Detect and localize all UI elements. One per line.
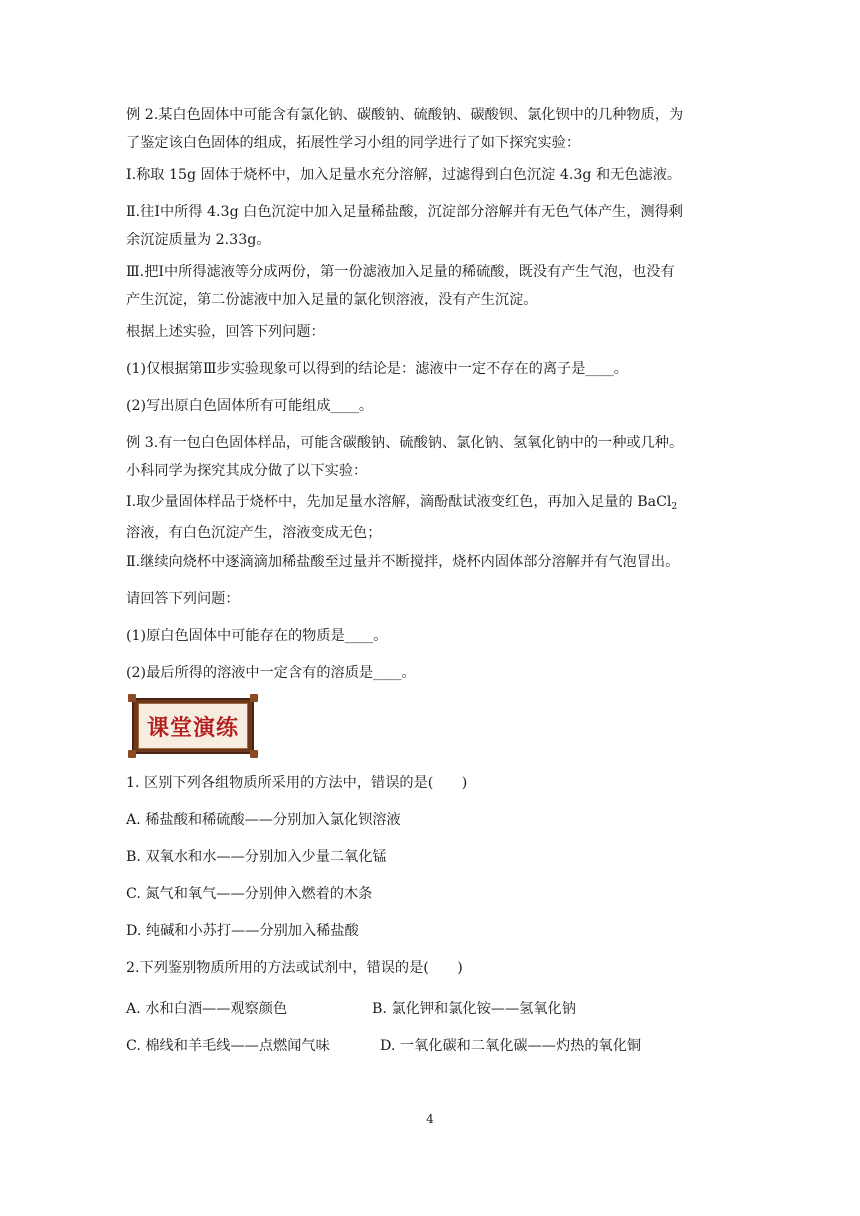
page-number: 4 bbox=[426, 1112, 434, 1126]
text-line bbox=[126, 495, 738, 512]
example-2-step-3 bbox=[126, 265, 738, 307]
banner-corner bbox=[128, 750, 136, 758]
banner-corner bbox=[128, 694, 136, 702]
practice-question-2: 2.下列鉴别物质所用的方法或试剂中，错误的是( ) bbox=[126, 960, 463, 976]
text-run: Ⅰ.取少量固体样品于烧杯中，先加足量水溶解，滴酚酞试液变红色，再加入足量的 BaCl bbox=[126, 494, 672, 510]
example-2-intro bbox=[126, 108, 738, 150]
practice-q2-option-d: D. 一氧化碳和二氧化碳——灼热的氧化铜 bbox=[380, 1038, 642, 1054]
example-3-prompt: 请回答下列问题： bbox=[126, 591, 240, 607]
practice-q1-option-b: B. 双氧水和水——分别加入少量二氧化锰 bbox=[126, 849, 387, 865]
example-2-step-1: Ⅰ.称取 15g 固体于烧杯中，加入足量水充分溶解，过滤得到白色沉淀 4.3g 和无色滤液。 bbox=[126, 167, 682, 183]
text-line: 小科同学为探究其成分做了以下实验： bbox=[126, 463, 368, 480]
text-line: 溶液，有白色沉淀产生，溶液变成无色； bbox=[126, 525, 382, 541]
example-3-intro bbox=[126, 436, 738, 478]
example-2-step-2 bbox=[126, 205, 738, 247]
example-2-question-2: (2)写出原白色固体所有可能组成____。 bbox=[126, 398, 374, 414]
practice-q1-option-a: A. 稀盐酸和稀硫酸——分别加入氯化钡溶液 bbox=[126, 812, 401, 828]
text-line: Ⅱ.往Ⅰ中所得 4.3g 白色沉淀中加入足量稀盐酸，沉淀部分溶解并有无色气体产生，测得剩 bbox=[126, 204, 683, 220]
practice-q1-option-c: C. 氮气和氧气——分别伸入燃着的木条 bbox=[126, 886, 373, 902]
practice-q2-option-c: C. 棉线和羊毛线——点燃闻气味 bbox=[126, 1038, 330, 1054]
example-2-question-1: (1)仅根据第Ⅲ步实验现象可以得到的结论是：滤液中一定不存在的离子是____。 bbox=[126, 361, 628, 377]
practice-q2-option-a: A. 水和白酒——观察颜色 bbox=[126, 1001, 288, 1017]
banner-title: 课堂演练 bbox=[146, 715, 239, 741]
text-line: 例 2.某白色固体中可能含有氯化钠、碳酸钠、硫酸钠、碳酸钡、氯化钡中的几种物质，为 bbox=[126, 107, 684, 123]
text-line: Ⅲ.把Ⅰ中所得滤液等分成两份，第一份滤液加入足量的稀硫酸，既没有产生气泡，也没有 bbox=[126, 264, 675, 280]
text-line: 了鉴定该白色固体的组成，拓展性学习小组的同学进行了如下探究实验： bbox=[126, 135, 581, 152]
example-3-step-1 bbox=[126, 495, 738, 540]
classroom-practice-banner bbox=[128, 694, 260, 760]
practice-q1-option-d: D. 纯碱和小苏打——分别加入稀盐酸 bbox=[126, 923, 359, 939]
example-3-step-2: Ⅱ.继续向烧杯中逐滴滴加稀盐酸至过量并不断搅拌，烧杯内固体部分溶解并有气泡冒出。 bbox=[126, 554, 680, 570]
text-line: 例 3.有一包白色固体样品，可能含碳酸钠、硫酸钠、氯化钠、氢氧化钠中的一种或几种。 bbox=[126, 435, 684, 451]
example-2-prompt: 根据上述实验，回答下列问题： bbox=[126, 324, 325, 340]
banner-corner bbox=[250, 750, 258, 758]
subscript: 2 bbox=[671, 502, 678, 512]
banner-corner bbox=[250, 694, 258, 702]
example-3-question-1: (1)原白色固体中可能存在的物质是____。 bbox=[126, 628, 388, 644]
text-line: 产生沉淀，第二份滤液中加入足量的氯化钡溶液，没有产生沉淀。 bbox=[126, 292, 538, 309]
practice-question-1: 1. 区别下列各组物质所采用的方法中，错误的是( ) bbox=[126, 775, 468, 791]
practice-q2-option-b: B. 氯化钾和氯化铵——氢氧化钠 bbox=[372, 1001, 576, 1017]
text-line: 余沉淀质量为 2.33g。 bbox=[126, 232, 271, 249]
example-3-question-2: (2)最后所得的溶液中一定含有的溶质是____。 bbox=[126, 665, 416, 681]
